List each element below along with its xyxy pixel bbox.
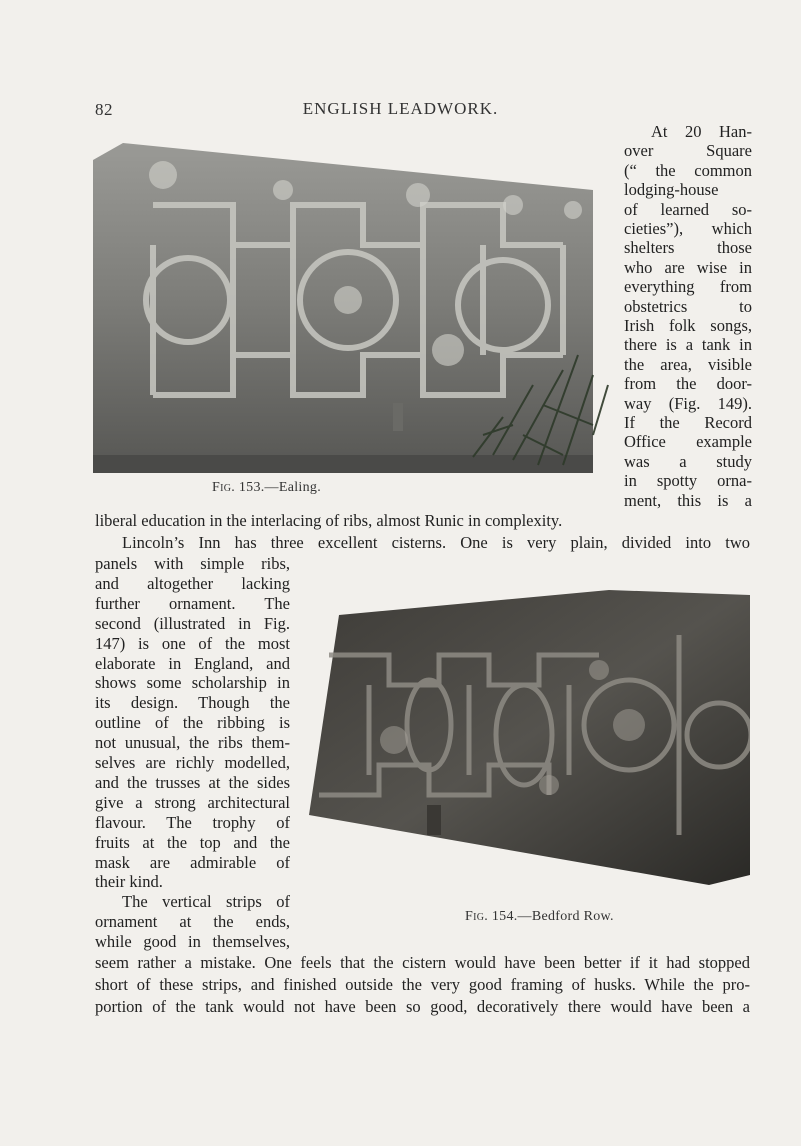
text-line: The vertical strips of	[122, 892, 290, 912]
fig-caption-text: 154.—Bedford Row.	[488, 909, 614, 924]
text-line: 147) is one of the most	[95, 633, 290, 653]
text-line: who are wise in	[624, 257, 752, 277]
text-line: At 20 Han-	[651, 122, 752, 141]
text-line: ment, this is a	[624, 490, 752, 510]
text-line: flavour. The trophy of	[95, 812, 290, 832]
text-line: everything from	[624, 277, 752, 297]
text-line: while good in themselves,	[95, 932, 290, 952]
text-line: ornament at the ends,	[95, 912, 290, 932]
text-line: from the door-	[624, 374, 752, 394]
text-line: the area, visible	[624, 354, 752, 374]
text-line: obstetrics to	[624, 296, 752, 316]
fig-label: Fig.	[212, 480, 236, 495]
page-number: 82	[95, 100, 113, 119]
text-line: cieties”), which	[624, 219, 752, 238]
text-line: Lincoln’s Inn has three excellent cisterns. One is very plain, divided into two	[122, 533, 750, 552]
text-line: Irish folk songs,	[624, 316, 752, 335]
text-line: outline of the ribbing is	[95, 713, 290, 733]
text-line: its design. Though the	[95, 693, 290, 713]
text-line: of learned so-	[624, 199, 752, 219]
text-line: second (illustrated in Fig.	[95, 613, 290, 633]
text-line: panels with simple ribs,	[95, 554, 290, 573]
text-line: selves are richly modelled,	[95, 753, 290, 772]
text-line: lodging-house	[624, 180, 719, 200]
text-line: liberal education in the interlacing of ribs, almost Runic in complexity.	[95, 511, 563, 530]
running-head: ENGLISH LEADWORK.	[302, 99, 499, 118]
fig-caption-text: 153.—Ealing.	[235, 480, 321, 495]
text-line: not unusual, the ribs them-	[95, 733, 290, 753]
text-line: further ornament. The	[95, 593, 290, 613]
text-line: If the Record	[624, 413, 752, 432]
fig-label: Fig.	[465, 909, 489, 924]
text-line: mask are admirable of	[95, 852, 290, 872]
text-line: elaborate in England, and	[95, 653, 290, 673]
text-line: there is a tank in	[624, 335, 752, 355]
text-line: short of these strips, and finished outside the very good framing of husks. While the pro-	[95, 975, 750, 994]
text-line: was a study	[624, 451, 752, 471]
text-line: way (Fig. 149).	[624, 393, 752, 413]
figure-154-caption	[465, 909, 614, 925]
text-line: over Square	[624, 141, 752, 161]
text-line: and altogether lacking	[95, 573, 290, 593]
text-line: fruits at the top and the	[95, 832, 290, 852]
figure-153-photo	[93, 135, 613, 477]
text-line: shelters those	[624, 238, 752, 258]
text-line: their kind.	[95, 872, 163, 892]
text-line: seem rather a mistake. One feels that the cistern would have been better if it had stopped	[95, 953, 750, 972]
text-line: give a strong architectural	[95, 792, 290, 812]
text-line: and the trusses at the sides	[95, 772, 290, 792]
text-line: Office example	[624, 432, 752, 452]
text-line: portion of the tank would not have been so good, decoratively there would have been a	[95, 997, 750, 1016]
figure-154-photo	[309, 585, 750, 887]
figure-153-caption	[212, 480, 321, 496]
text-line: (“ the common	[624, 160, 752, 180]
text-line: shows some scholarship in	[95, 673, 290, 693]
text-line: in spotty orna-	[624, 471, 752, 491]
